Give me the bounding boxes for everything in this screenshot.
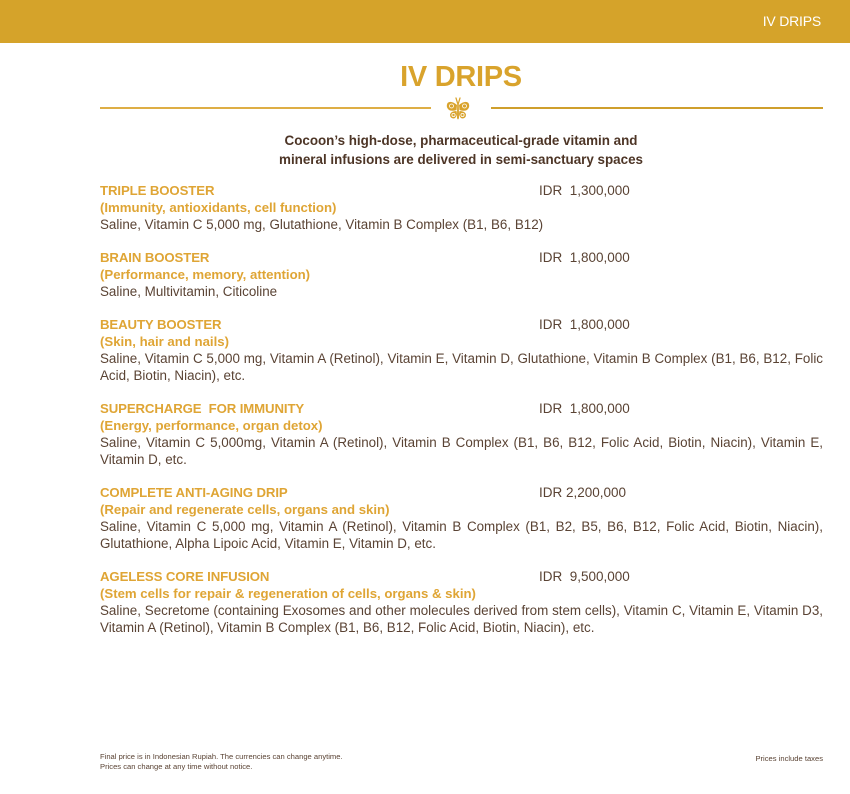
menu-item-complete-anti-aging bbox=[100, 484, 823, 552]
item-tagline: (Energy, performance, organ detox) bbox=[100, 418, 323, 433]
item-name: TRIPLE BOOSTER bbox=[100, 183, 215, 198]
page-title: IV DRIPS bbox=[400, 61, 522, 93]
item-name: SUPERCHARGE FOR IMMUNITY bbox=[100, 401, 305, 416]
menu-item-beauty-booster bbox=[100, 316, 823, 384]
item-name: AGELESS CORE INFUSION bbox=[100, 569, 270, 584]
item-tagline: (Repair and regenerate cells, organs and skin) bbox=[100, 502, 390, 517]
item-tagline: (Immunity, antioxidants, cell function) bbox=[100, 200, 337, 215]
menu-item-triple-booster bbox=[100, 182, 823, 233]
iv-drip-menu bbox=[100, 182, 823, 652]
butterfly-icon bbox=[445, 94, 471, 122]
item-price: IDR 2,200,000 bbox=[539, 485, 627, 500]
disclaimer-line-1: Final price is in Indonesian Rupiah. The currencies can change anytime. bbox=[100, 752, 343, 761]
item-description: Saline, Vitamin C 5,000mg, Vitamin A (Retinol), Vitamin B Complex (B1, B6, B12, Folic Acid, Biotin, Niacin), Vitamin E, Vitamin D, etc. bbox=[100, 435, 823, 467]
item-name: BEAUTY BOOSTER bbox=[100, 317, 222, 332]
price-disclaimer bbox=[100, 752, 343, 772]
divider-right bbox=[491, 107, 823, 109]
item-tagline: (Performance, memory, attention) bbox=[100, 267, 311, 282]
disclaimer-line-2: Prices can change at any time without notice. bbox=[100, 762, 253, 771]
tax-note: Prices include taxes bbox=[755, 754, 823, 763]
item-tagline: (Skin, hair and nails) bbox=[100, 334, 229, 349]
item-name: COMPLETE ANTI-AGING DRIP bbox=[100, 485, 288, 500]
item-tagline: (Stem cells for repair & regeneration of cells, organs & skin) bbox=[100, 586, 476, 601]
item-price: IDR 9,500,000 bbox=[539, 569, 630, 584]
subtitle-line-2: mineral infusions are delivered in semi-sanctuary spaces bbox=[279, 151, 643, 167]
item-price: IDR 1,800,000 bbox=[539, 250, 630, 265]
top-bar bbox=[0, 0, 850, 43]
menu-item-supercharge-immunity bbox=[100, 400, 823, 468]
item-description: Saline, Multivitamin, Citicoline bbox=[100, 284, 278, 299]
item-description: Saline, Vitamin C 5,000 mg, Vitamin A (Retinol), Vitamin B Complex (B1, B2, B5, B6, B12, Folic Acid, Biotin, Niacin), Glutathione, Alpha Lipoic Acid, Vitamin E, Vitamin D, etc. bbox=[100, 519, 823, 551]
item-description: Saline, Vitamin C 5,000 mg, Glutathione, Vitamin B Complex (B1, B6, B12) bbox=[100, 217, 544, 232]
item-description: Saline, Secretome (containing Exosomes and other molecules derived from stem cells), Vitamin C, Vitamin E, Vitamin D3, Vitamin A (Retinol), Vitamin B Complex (B1, B6, B12, Folic Acid, Biotin, Niacin), etc. bbox=[100, 603, 823, 635]
page-subtitle bbox=[200, 132, 722, 169]
item-price: IDR 1,300,000 bbox=[539, 183, 630, 198]
subtitle-line-1: Cocoon’s high-dose, pharmaceutical-grade vitamin and bbox=[284, 133, 638, 148]
divider-left bbox=[100, 107, 431, 109]
section-label: IV DRIPS bbox=[762, 13, 821, 29]
menu-item-ageless-core-infusion bbox=[100, 568, 823, 636]
item-price: IDR 1,800,000 bbox=[539, 317, 630, 332]
item-name: BRAIN BOOSTER bbox=[100, 250, 210, 265]
item-price: IDR 1,800,000 bbox=[539, 401, 630, 416]
item-description: Saline, Vitamin C 5,000 mg, Vitamin A (Retinol), Vitamin E, Vitamin D, Glutathione, Vitamin B Complex (B1, B6, B12, Folic Acid, Biotin, Niacin), etc. bbox=[100, 351, 823, 383]
menu-item-brain-booster bbox=[100, 249, 823, 300]
